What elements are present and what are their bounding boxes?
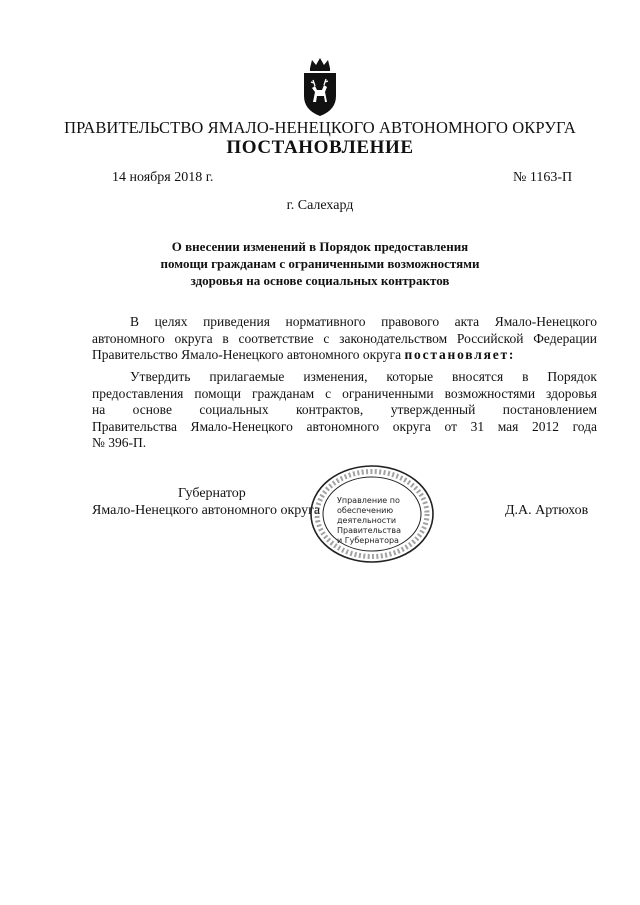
paragraph-line: Правительства Ямало-Ненецкого автономного округа от 31 мая 2012 года — [92, 418, 597, 434]
document-number: № 1163-П — [513, 170, 573, 185]
paragraph-line: автономного округа в соответствие с законодательством Российской Федерации — [92, 330, 597, 346]
paragraph-line: на основе социальных контрактов, утвержденный постановлением — [92, 402, 597, 417]
subject-line: здоровья на основе социальных контрактов — [190, 273, 450, 288]
subject-line: помощи гражданам с ограниченными возможностями — [160, 256, 480, 271]
paragraph-line: Утвердить прилагаемые изменения, которые вносятся в Порядок — [130, 369, 597, 384]
signatory-region: Ямало-Ненецкого автономного округа — [92, 503, 321, 518]
paragraph-text: Правительство Ямало-Ненецкого автономного округа — [92, 347, 402, 362]
organization-title: ПРАВИТЕЛЬСТВО ЯМАЛО-НЕНЕЦКОГО АВТОНОМНОГО ОКРУГА — [64, 118, 576, 137]
paragraph-line: № 396-П. — [92, 435, 147, 450]
stamp-line: Управление по — [337, 496, 400, 505]
stamp-line: Правительства — [337, 526, 401, 535]
document-type: ПОСТАНОВЛЕНИЕ — [226, 137, 414, 158]
coat-of-arms-icon — [298, 56, 342, 118]
preamble-paragraph — [92, 314, 597, 364]
decree-keyword: постановляет: — [404, 347, 516, 362]
resolution-paragraph — [92, 369, 597, 452]
stamp-line: деятельности — [337, 516, 397, 525]
document-date: 14 ноября 2018 г. — [112, 170, 214, 185]
document-city: г. Салехард — [286, 198, 354, 213]
signatory-title: Губернатор — [178, 486, 246, 501]
document-subject — [110, 238, 530, 289]
signatory-name: Д.А. Артюхов — [505, 503, 589, 518]
stamp-line: и Губернатора — [337, 536, 399, 545]
paragraph-line: предоставления помощи гражданам с ограниченными возможностями здоровья — [92, 385, 597, 401]
paragraph-line — [92, 347, 597, 364]
stamp-line: обеспечению — [337, 506, 394, 515]
paragraph-line: В целях приведения нормативного правового акта Ямало-Ненецкого — [130, 314, 597, 329]
stamp-inner-text — [337, 496, 417, 546]
subject-line: О внесении изменений в Порядок предоставления — [171, 239, 469, 254]
